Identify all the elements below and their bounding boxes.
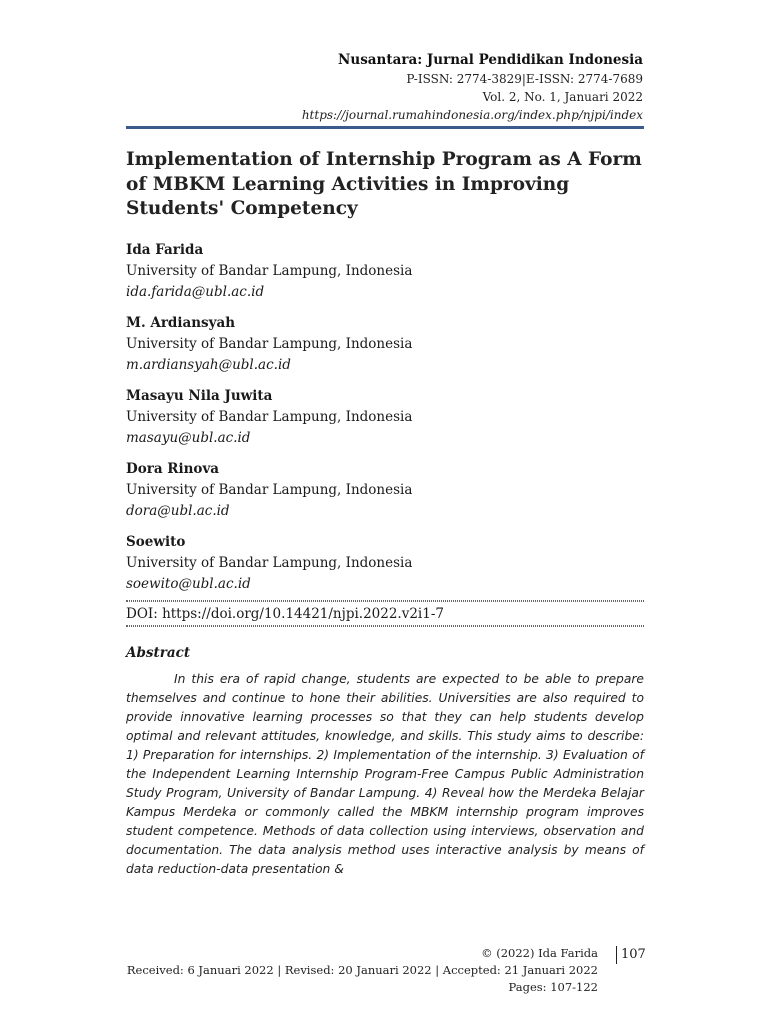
author-name: Masayu Nila Juwita [126, 388, 273, 404]
volume-issue: Vol. 2, No. 1, Januari 2022 [482, 90, 643, 104]
author-name: M. Ardiansyah [126, 315, 236, 331]
author-name: Dora Rinova [126, 461, 220, 477]
page-range: Pages: 107-122 [508, 980, 598, 994]
author-block [126, 386, 646, 449]
journal-name: Nusantara: Jurnal Pendidikan Indonesia [338, 52, 643, 68]
author-email[interactable]: dora@ubl.ac.id [126, 503, 230, 519]
header-rule [126, 126, 644, 129]
author-email[interactable]: masayu@ubl.ac.id [126, 430, 251, 446]
issn: P-ISSN: 2774-3829|E-ISSN: 2774-7689 [406, 72, 643, 86]
doi-rule-top [126, 600, 644, 602]
submission-dates: Received: 6 Januari 2022 | Revised: 20 Januari 2022 | Accepted: 21 Januari 2022 [126, 963, 598, 977]
copyright: © (2022) Ida Farida [481, 946, 598, 960]
page-number: 107 [616, 946, 646, 964]
author-affiliation: University of Bandar Lampung, Indonesia [126, 409, 413, 425]
author-list [126, 240, 646, 605]
author-block [126, 240, 646, 303]
abstract-heading: Abstract [126, 645, 191, 661]
author-email[interactable]: m.ardiansyah@ubl.ac.id [126, 357, 291, 373]
author-name: Soewito [126, 534, 186, 550]
doi-link[interactable]: DOI: https://doi.org/10.14421/njpi.2022.v2i1-7 [126, 606, 444, 622]
author-affiliation: University of Bandar Lampung, Indonesia [126, 263, 413, 279]
author-block [126, 459, 646, 522]
author-block [126, 313, 646, 376]
author-name: Ida Farida [126, 242, 204, 258]
journal-url[interactable]: https://journal.rumahindonesia.org/index.php/njpi/index [301, 108, 643, 122]
abstract-text: In this era of rapid change, students are expected to be able to prepare themselves and continue to hone their abilities. Universities are also required to provide innovative learning processes so that they can help students develop optimal and relevant attitudes, knowledge, and skills. This study aims to describe: 1) Preparation for internships. 2) Implementation of the internship. 3) Evaluation of the Independent Learning Internship Program-Free Campus Public Administration Study Program, University of Bandar Lampung. 4) Reveal how the Merdeka Belajar Kampus Merdeka or commonly called the MBKM internship program improves student competence. Methods of data collection using interviews, observation and documentation. The data analysis method uses interactive analysis by means of data reduction-data presentation & [126, 672, 644, 876]
author-block [126, 532, 646, 595]
doi-rule-bottom [126, 625, 644, 627]
journal-header [302, 50, 643, 124]
author-affiliation: University of Bandar Lampung, Indonesia [126, 555, 413, 571]
paper-title: Implementation of Internship Program as A Form of MBKM Learning Activities in Improving Students' Competency [126, 149, 642, 219]
author-email[interactable]: soewito@ubl.ac.id [126, 576, 251, 592]
author-affiliation: University of Bandar Lampung, Indonesia [126, 336, 413, 352]
page-footer [127, 945, 598, 996]
author-affiliation: University of Bandar Lampung, Indonesia [126, 482, 413, 498]
author-email[interactable]: ida.farida@ubl.ac.id [126, 284, 265, 300]
